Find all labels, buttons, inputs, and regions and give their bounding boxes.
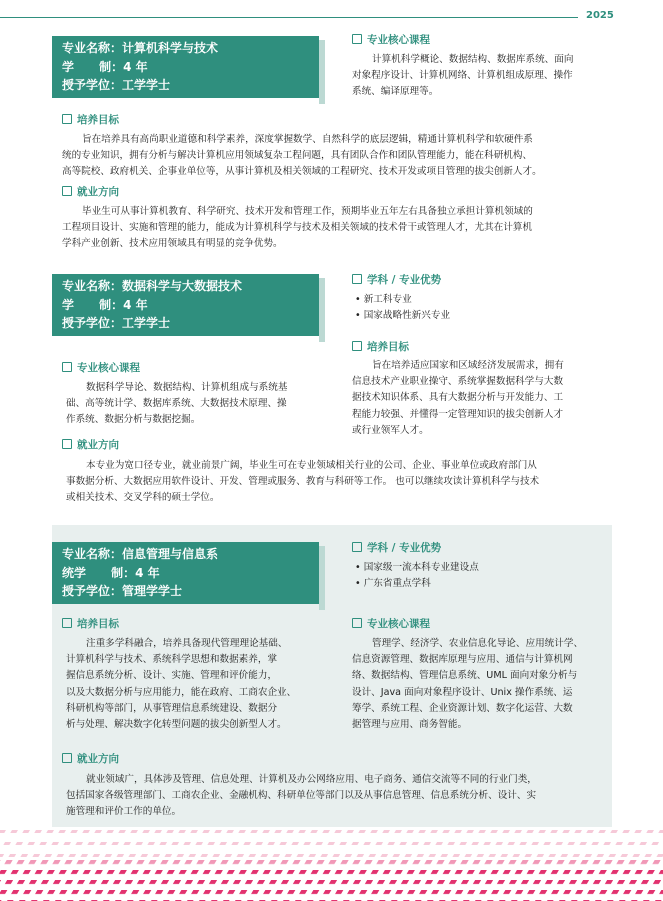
major-degree-line: 授予学位：工学学士 [62, 316, 171, 330]
core-course-title-is: 专业核心课程 [352, 617, 430, 631]
share-icon [352, 274, 362, 284]
core-course-title-ds: 专业核心课程 [62, 361, 140, 375]
share-icon [352, 542, 362, 552]
book-icon [352, 618, 362, 628]
core-course-text-ds: 数据科学导论、数据结构、计算机组成与系统基 础、高等统计学、数据库系统、大数据技术原理、操 作系统、数据分析与数据挖掘。 [66, 382, 288, 426]
major-duration-line: 统学 制：4 年 [62, 565, 160, 580]
major-duration-line: 学 制：4 年 [62, 59, 148, 74]
advantage-list-is [355, 560, 479, 592]
goal-text-is: 注重多学科融合，培养具备现代管理理论基础、 计算机科学与技术、系统科学思想和数据素养，掌 握信息系统分析、设计、实施、管理和评价能力， 以及大数据分析与应用能力，能在政府、工商农企业、 科研机构等部门，从事管理信息系统建设、数据分 析与处理、解决数字化转型问题的拔尖创新型人才。 [66, 638, 297, 731]
goal-text-ds: 旨在培养适应国家和区域经济发展需求，拥有 信息技术产业职业操守、系统掌握数据科学与大数 据技术知识体系、具有大数据分析与开发能力、工 程能力较强、并懂得一定管理知识的拔尖创新人才 或行业领军人才。 [352, 360, 564, 436]
arrow-out-icon [62, 439, 72, 449]
list-item: • 新工科专业 [355, 292, 450, 308]
page-year: 2025 [586, 10, 614, 21]
decorative-footer [0, 830, 663, 901]
target-icon [62, 114, 72, 124]
career-title-ds: 就业方向 [62, 438, 119, 452]
advantage-list-ds [355, 292, 450, 324]
advantage-title-is: 学科 / 专业优势 [352, 541, 441, 555]
goal-title-is: 培养目标 [62, 617, 119, 631]
career-text-ds: 本专业为宽口径专业，就业前景广阔，毕业生可在专业领域相关行业的公司、企业、事业单位或政府部门从 事数据分析、大数据应用软件设计、开发、管理或服务、教育与科研等工作。 也可以继续攻读计算机科学与技术 或相关技术、交叉学科的硕士学位。 [66, 460, 540, 504]
major-badge-is [52, 542, 319, 604]
list-item: • 国家战略性新兴专业 [355, 308, 450, 324]
header-rule [0, 17, 578, 18]
core-course-text-is: 管理学、经济学、农业信息化导论、应用统计学、 信息资源管理、数据库原理与应用、通信与计算机网 络、数据结构、管理信息系统、UML 面向对象分析与 设计、Java 面向对象程序设计、Unix 操作系统、运 筹学、系统工程、企业资源计划、数字化运营、大数 据管理与应用、商务智能。 [352, 638, 584, 731]
major-name-line: 专业名称：计算机科学与技术 [62, 41, 219, 55]
goal-title-cs: 培养目标 [62, 113, 119, 127]
career-text-is: 就业领域广，具体涉及管理、信息处理、计算机及办公网络应用、电子商务、通信交流等不同的行业门类， 包括国家各级管理部门、工商农企业、金融机构、科研单位等部门以及从事信息管理、信息系统分析、设计、实 施管理和评价工作的单位。 [66, 774, 537, 818]
arrow-out-icon [62, 186, 72, 196]
core-course-title-cs: 专业核心课程 [352, 33, 430, 47]
goal-title-ds: 培养目标 [352, 340, 409, 354]
career-title-cs: 就业方向 [62, 185, 119, 199]
book-icon [62, 362, 72, 372]
major-badge-ds [52, 274, 319, 336]
target-icon [62, 618, 72, 628]
career-title-is: 就业方向 [62, 752, 119, 766]
major-name-line: 专业名称：数据科学与大数据技术 [62, 279, 243, 293]
goal-text-cs: 旨在培养具有高尚职业道德和科学素养，深度掌握数学、自然科学的底层逻辑，精通计算机科学和软硬件系 统的专业知识，拥有分析与解决计算机应用领域复杂工程问题，具有团队合作和团队管理能力，能在科研机构、 高等院校、政府机关、企事业单位等，从事计算机及相关领域的工程研究、技术开发或项目管理的拔尖创新人才。 [62, 134, 542, 178]
list-item: • 广东省重点学科 [355, 576, 479, 592]
career-text-cs: 毕业生可从事计算机教育、科学研究、技术开发和管理工作，预期毕业五年左右具备独立承担计算机领域的 工程项目设计、实施和管理的能力，能成为计算机科学与技术及相关领域的技术骨干或管理人才，尤其在计算机 学科产业创新、技术应用领域具有明显的竞争优势。 [62, 206, 533, 250]
major-degree-line: 授予学位：工学学士 [62, 78, 171, 92]
major-duration-line: 学 制：4 年 [62, 297, 148, 312]
list-item: • 国家级一流本科专业建设点 [355, 560, 479, 576]
target-icon [352, 341, 362, 351]
footer-pattern [0, 830, 663, 901]
core-course-text-cs: 计算机科学概论、数据结构、数据库系统、面向 对象程序设计、计算机网络、计算机组成原理、操作 系统、编译原理等。 [352, 54, 574, 98]
major-degree-line: 授予学位：管理学学士 [62, 584, 183, 598]
advantage-title-ds: 学科 / 专业优势 [352, 273, 441, 287]
book-icon [352, 34, 362, 44]
major-name-line: 专业名称：信息管理与信息系 [62, 547, 219, 561]
arrow-out-icon [62, 753, 72, 763]
major-badge-cs [52, 36, 319, 98]
